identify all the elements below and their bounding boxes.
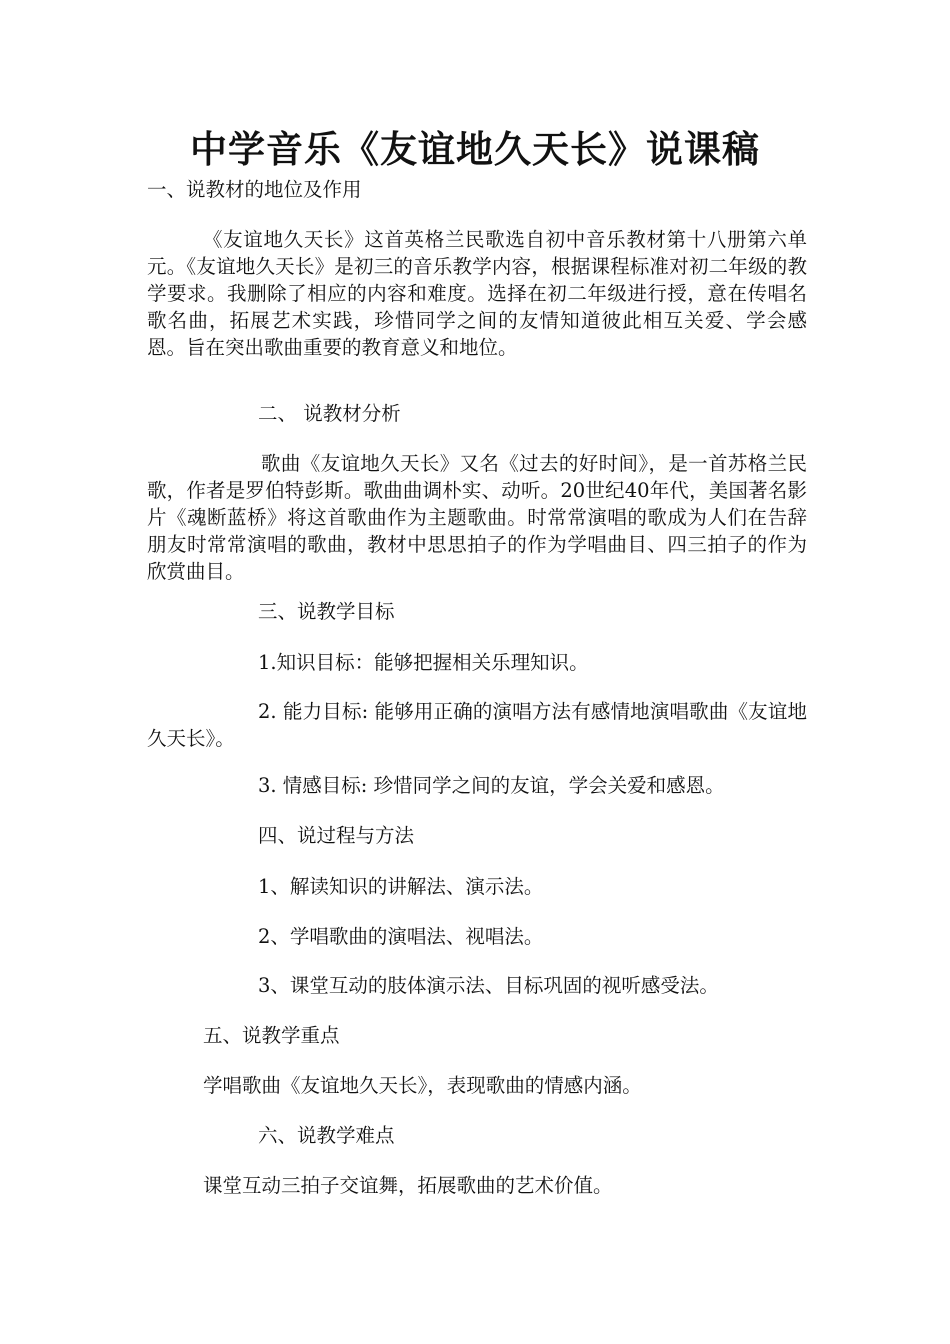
- section-2-body: 歌曲《友谊地久天长》又名《过去的好时间》，是一首苏格兰民歌，作者是罗伯特彭斯。歌曲曲调朴实、动听。20世纪40年代，美国著名影片《魂断蓝桥》将这首歌曲作为主题歌曲。时常常演唱的歌成为人们在告辞朋友时常常演唱的歌曲，教材中思思拍子的作为学唱曲目、四三拍子的作为欣赏曲目。: [147, 452, 807, 583]
- section-3-goal-1: 1.知识目标：能够把握相关乐理知识。: [258, 651, 589, 674]
- section-1-body: 《友谊地久天长》这首英格兰民歌选自初中音乐教材第十八册第六单元。《友谊地久天长》是初三的音乐教学内容，根据课程标准对初二年级的教学要求。我删除了相应的内容和难度。选择在初二年级进行授，意在传唱名歌名曲，拓展艺术实践，珍惜同学之间的友情知道彼此相互关爱、学会感恩。旨在突出歌曲重要的教育意义和地位。: [147, 228, 807, 359]
- section-3-goal-3: 3. 情感目标: 珍惜同学之间的友谊，学会关爱和感恩。: [258, 774, 725, 797]
- section-6-body: 课堂互动三拍子交谊舞，拓展歌曲的艺术价值。: [203, 1174, 613, 1197]
- section-5-heading: 五、说教学重点: [203, 1024, 340, 1047]
- section-3-goal-2: 2. 能力目标: 能够用正确的演唱方法有感情地演唱歌曲《友谊地久天长》。: [147, 700, 807, 750]
- section-5-body: 学唱歌曲《友谊地久天长》，表现歌曲的情感内涵。: [203, 1074, 642, 1097]
- section-4-heading: 四、说过程与方法: [258, 824, 415, 847]
- section-1-heading: 一、说教材的地位及作用: [147, 178, 362, 201]
- section-6-heading: 六、说教学难点: [258, 1124, 395, 1147]
- section-4-item-3: 3、课堂互动的肢体演示法、目标巩固的视听感受法。: [258, 974, 719, 997]
- section-3-heading: 三、说教学目标: [258, 600, 395, 623]
- section-4-item-1: 1、解读知识的讲解法、演示法。: [258, 875, 544, 898]
- section-2-heading: 二、 说教材分析: [258, 402, 401, 425]
- section-4-item-2: 2、学唱歌曲的演唱法、视唱法。: [258, 925, 544, 948]
- document-title: 中学音乐《友谊地久天长》说课稿: [190, 127, 760, 171]
